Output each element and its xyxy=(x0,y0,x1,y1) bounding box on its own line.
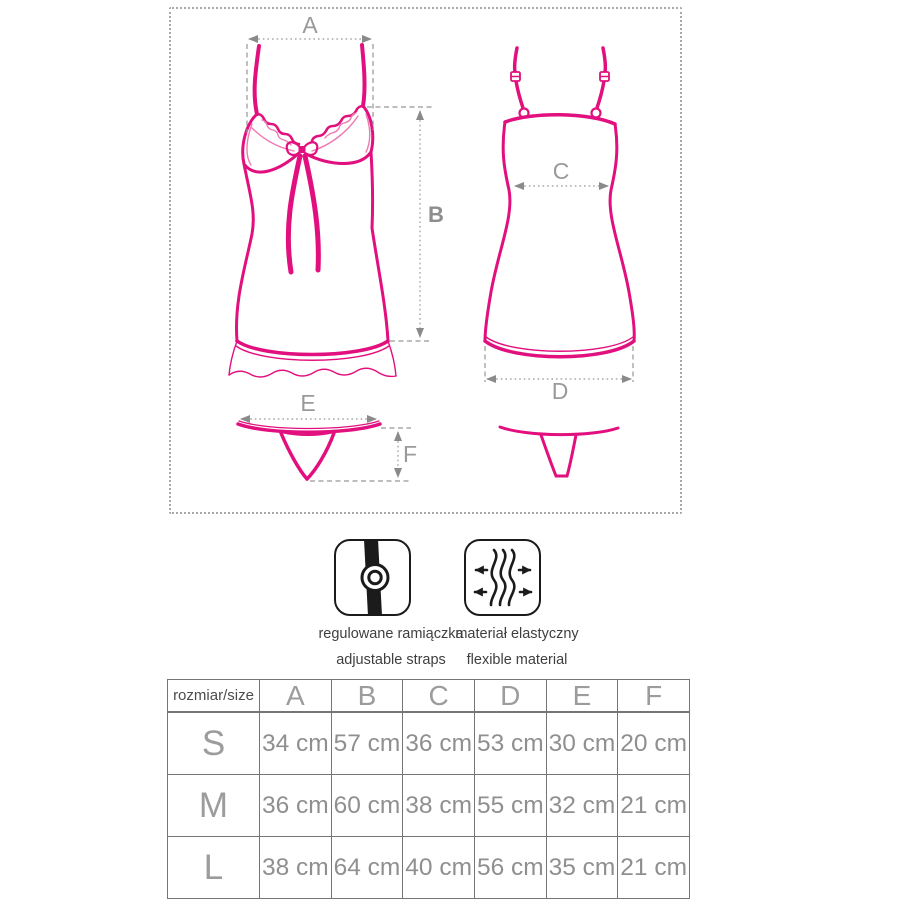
babydoll-back-drawing xyxy=(485,48,634,357)
size-cell: 55 cm xyxy=(474,775,546,837)
size-table-corner-label: rozmiar/size xyxy=(168,680,260,712)
strap-glyph xyxy=(336,541,409,614)
size-cell: 64 cm xyxy=(331,837,403,899)
size-cell: 60 cm xyxy=(331,775,403,837)
dimension-label-c: C xyxy=(552,158,570,184)
stretch-glyph xyxy=(466,541,539,614)
size-row-s xyxy=(168,713,690,775)
adjustable-straps-icon xyxy=(334,539,411,616)
adjustable-straps-label-en: adjustable straps xyxy=(336,652,446,668)
flexible-material-label-pl: materiał elastyczny xyxy=(455,626,579,642)
dimension-a xyxy=(247,39,373,133)
size-cell: 20 cm xyxy=(618,713,690,775)
size-cell: 30 cm xyxy=(546,713,618,775)
flexible-material-label-en: flexible material xyxy=(466,652,568,668)
adjustable-straps-label-pl: regulowane ramiączka xyxy=(318,626,464,642)
babydoll-front-drawing xyxy=(229,45,396,377)
size-cell: 38 cm xyxy=(403,775,475,837)
size-cell: 35 cm xyxy=(546,837,618,899)
size-row-l xyxy=(168,837,690,899)
size-label: M xyxy=(168,775,260,837)
header-col-f: F xyxy=(618,680,690,712)
dimension-label-a: A xyxy=(302,12,318,38)
size-cell: 32 cm xyxy=(546,775,618,837)
size-cell: 21 cm xyxy=(618,775,690,837)
size-cell: 36 cm xyxy=(260,775,332,837)
size-label: L xyxy=(168,837,260,899)
header-col-e: E xyxy=(546,680,618,712)
size-label: S xyxy=(168,713,260,775)
size-cell: 57 cm xyxy=(331,713,403,775)
dimension-b xyxy=(367,107,432,341)
size-cell: 40 cm xyxy=(403,837,475,899)
dimension-label-b: B xyxy=(428,202,444,227)
size-cell: 38 cm xyxy=(260,837,332,899)
size-cell: 36 cm xyxy=(403,713,475,775)
size-row-m xyxy=(168,775,690,837)
header-col-d: D xyxy=(474,680,546,712)
size-cell: 53 cm xyxy=(474,713,546,775)
size-cell: 56 cm xyxy=(474,837,546,899)
size-table-body xyxy=(167,712,690,899)
header-col-c: C xyxy=(403,680,475,712)
flexible-material-icon xyxy=(464,539,541,616)
dimension-label-e: E xyxy=(300,390,316,416)
dimension-label-f: F xyxy=(402,441,418,467)
header-col-a: A xyxy=(260,680,332,712)
dimension-label-d: D xyxy=(551,378,569,404)
size-table-header xyxy=(167,679,690,712)
size-cell: 21 cm xyxy=(618,837,690,899)
size-table-header-row xyxy=(168,680,690,712)
thong-back-drawing xyxy=(500,427,618,476)
header-col-b: B xyxy=(331,680,403,712)
size-cell: 34 cm xyxy=(260,713,332,775)
thong-front-drawing xyxy=(238,421,380,479)
